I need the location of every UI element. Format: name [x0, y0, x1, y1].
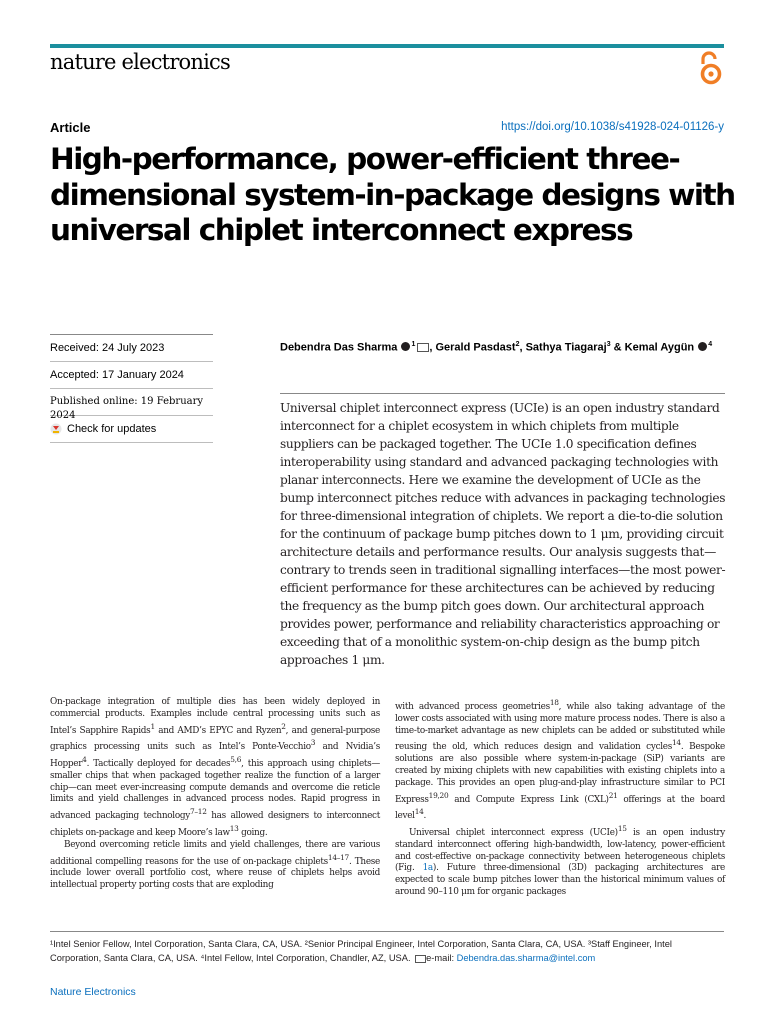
author-name[interactable]: & Kemal Aygün	[610, 341, 695, 354]
body-paragraph: Beyond overcoming reticle limits and yield challenges, there are various additional compelling reasons for the use of on-package chiplets$^{14-17}$. These include lower overall portfolio cost, where reuse of chiplets helps avoid intellectual property porting costs that are exploding	[50, 839, 380, 891]
mail-icon	[415, 955, 426, 963]
citation-ref[interactable]: 14	[671, 738, 681, 748]
citation-ref[interactable]: 14	[414, 807, 424, 817]
figure-ref[interactable]: 1a	[422, 863, 433, 874]
body-paragraph: Universal chiplet interconnect express (UCIe)$^{15}$ is an open industry standard interconnect offering high-bandwidth, low-latency, power-efficient and cost-effective on-package connectivity between heterogeneous chiplets (Fig. 1a). Future three-dimensional (3D) packaging architectures are expected to scale bump pitches lower than the historical minimum values of around 90–110 μm for organic packages	[395, 824, 725, 897]
author-name[interactable]: Debendra Das Sharma	[280, 341, 398, 354]
citation-ref[interactable]: 4	[82, 755, 87, 765]
abstract: Universal chiplet interconnect express (UCIe) is an open industry standard interconnect for a chiplet ecosystem in which chiplets from multiple suppliers can be packaged together. The UCIe 1.0 specification defines interoperability using standard and advanced packaging technologies with planar interconnects. Here we examine the development of UCIe as the bump interconnect pitches reduce with advances in packaging technologies for three-dimensional integration of chiplets. We report a die-to-die solution for the continuum of package bump pitches down to 1 μm, providing circuit architecture details and performance results. Our analysis suggests that—contrary to trends seen in traditional signalling interfaces—the most power-efficient performance for these architectures can be achieved by reducing the frequency as the bump pitch goes down. Our architectural approach provides power, performance and reliability characteristics approaching or exceeding that of a monolithic system-on-chip design as the bump pitch approaches 1 μm.	[280, 401, 726, 667]
open-access-icon	[697, 50, 725, 86]
citation-ref[interactable]: 5,6	[230, 755, 242, 765]
check-for-updates-icon	[50, 423, 62, 435]
article-dates	[50, 334, 213, 443]
email-link[interactable]: Debendra.das.sharma@intel.com	[456, 953, 596, 963]
affiliations-footnote: ¹Intel Senior Fellow, Intel Corporation, Santa Clara, CA, USA. ²Senior Principal Engineer, Intel Corporation, Santa Clara, CA, USA. ³Staff Engineer, Intel Corporation, Santa Clara, CA, USA. ⁴Intel Fellow, Intel Corporation, Chandler, AZ, USA. e-mail: Debendra.das.sharma@intel.com	[50, 939, 672, 963]
footnote-rule	[50, 931, 724, 932]
citation-ref[interactable]: 1	[150, 721, 155, 731]
citation-ref[interactable]: 15	[617, 824, 627, 834]
citation-ref[interactable]: 3	[310, 738, 316, 748]
body-paragraph: On-package integration of multiple dies has been widely deployed in commercial products. Examples include central processing units such as Intel’s Sapphire Rapids$^1$ and AMD’s EPYC and Ryzen$^2$, and general-purpose graphics processing units such as Intel’s Ponte-Vecchio$^3$ and Nvidia’s Hopper$^4$. Tactically deployed for decades$^{5,6}$, this approach using chiplets—smaller chips that when packaged together realize the function of a larger chip—can meet ever-increasing compute demands and overcome die reticle limits and yield challenges in advanced process nodes. Rapid progress in advanced packaging technology$^{7-12}$ has allowed designers to interconnect chiplets on-package and keep Moore’s law$^{13}$ going.	[50, 697, 380, 839]
citation-ref[interactable]: 13	[229, 824, 239, 834]
journal-name[interactable]: nature electronics	[50, 50, 230, 74]
received-date: Received: 24 July 2023	[50, 334, 213, 361]
author-name[interactable]: , Gerald Pasdast	[429, 341, 516, 354]
citation-ref[interactable]: 19,20	[428, 790, 449, 800]
body-paragraph: with advanced process geometries$^{18}$, while also taking advantage of the lower costs associated with using more mature process nodes. There is also a time-to-market advantage as new chiplets can be added or substituted while reusing the old, which reduces design and validation cycles$^{14}$. Bespoke solutions are also possible where system-in-package (SiP) variants are created by mixing chiplets with new capabilities with existing chiplets into a package. This provides an open plug-and-play infrastructure similar to PCI Express$^{19,20}$ and Compute Express Link (CXL)$^{21}$ offerings at the board level$^{14}$.	[395, 698, 726, 822]
accepted-date: Accepted: 17 January 2024	[50, 361, 213, 388]
published-date: Published online: 19 February 2024	[50, 388, 213, 415]
orcid-icon[interactable]	[401, 342, 410, 351]
mail-icon[interactable]	[417, 343, 429, 352]
citation-ref[interactable]: 18	[549, 698, 559, 707]
author-name[interactable]: , Sathya Tiagaraj	[519, 341, 607, 354]
body-column-right	[395, 697, 725, 899]
body-column-left	[50, 697, 380, 892]
article-title: High-performance, power-efficient three-dimensional system-in-package designs with universal chiplet interconnect express	[50, 142, 735, 247]
doi-link[interactable]: https://doi.org/10.1038/s41928-024-01126-y	[501, 121, 724, 133]
header-rule	[50, 44, 724, 48]
abstract-rule	[280, 393, 725, 394]
citation-ref[interactable]: 14–17	[327, 852, 349, 862]
orcid-icon[interactable]	[698, 342, 707, 351]
check-for-updates-label: Check for updates	[67, 423, 157, 435]
article-type: Article	[50, 120, 91, 135]
citation-ref[interactable]: 21	[608, 790, 618, 800]
citation-ref[interactable]: 7–12	[189, 807, 207, 817]
footer-journal[interactable]: Nature Electronics	[50, 986, 136, 998]
citation-ref[interactable]: 2	[281, 721, 286, 731]
author-list: Debendra Das Sharma $^1$ , Gerald Pasdast$^2$, Sathya Tiagaraj$^3$ & Kemal Aygün $^4$	[280, 341, 713, 354]
